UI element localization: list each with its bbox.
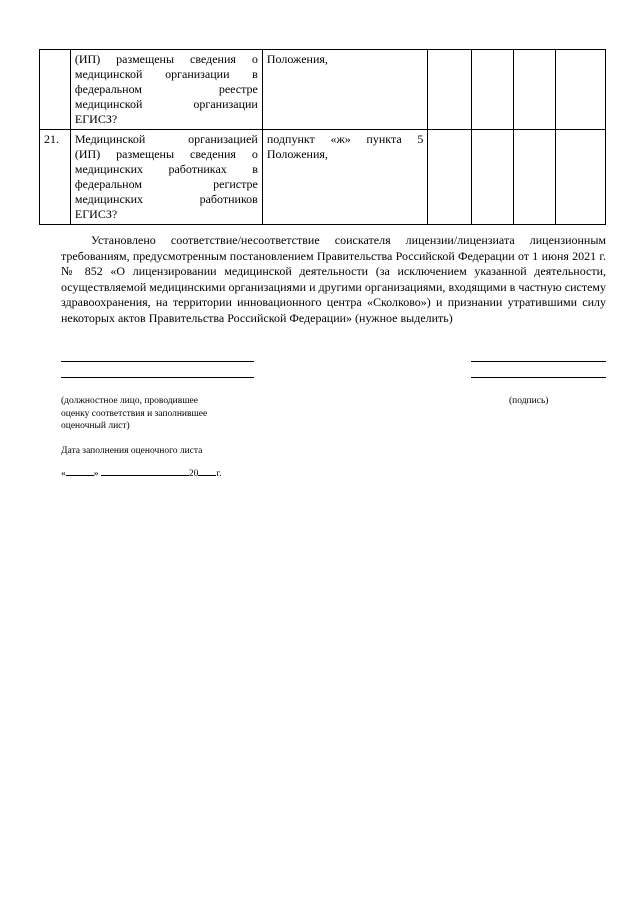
answer-cell xyxy=(428,50,472,130)
question-line: медицинской организации xyxy=(74,97,258,111)
question-line: медицинской организации в xyxy=(74,67,258,81)
question-line: (ИП) размещены сведения о xyxy=(74,52,258,66)
year-suffix: г. xyxy=(216,469,222,479)
signature-line[interactable] xyxy=(471,361,606,362)
reference-line: Положения, xyxy=(266,52,328,66)
day-blank[interactable] xyxy=(66,466,94,476)
table-row xyxy=(40,130,606,225)
answer-cell xyxy=(514,130,556,225)
row-number: 21. xyxy=(40,130,71,225)
official-position-line[interactable] xyxy=(61,361,254,362)
year-blank[interactable] xyxy=(198,466,216,476)
reference-cell xyxy=(262,50,427,130)
question-line: медицинских работников xyxy=(74,192,258,206)
answer-cell xyxy=(514,50,556,130)
question-line: Медицинской организацией xyxy=(74,132,258,146)
fill-date-field xyxy=(61,466,222,480)
answer-cell xyxy=(428,130,472,225)
answer-cell xyxy=(556,50,606,130)
month-blank[interactable] xyxy=(101,466,189,476)
table-row xyxy=(40,50,606,130)
answer-cell xyxy=(472,130,514,225)
reference-line: подпункт «ж» пункта 5 xyxy=(266,132,424,146)
reference-line: Положения, xyxy=(266,147,328,161)
answer-cell xyxy=(556,130,606,225)
question-line: медицинских работниках в xyxy=(74,162,258,176)
row-number xyxy=(40,50,71,130)
question-line: федеральном регистре xyxy=(74,177,258,191)
question-cell xyxy=(70,50,262,130)
year-prefix: 20 xyxy=(188,469,199,479)
official-name-line[interactable] xyxy=(61,377,254,378)
close-quote: » xyxy=(93,469,99,479)
open-quote: « xyxy=(61,469,66,479)
question-line: ЕГИСЗ? xyxy=(74,112,118,126)
answer-cell xyxy=(472,50,514,130)
checklist-table xyxy=(39,49,606,225)
official-caption: (должностное лицо, проводившее оценку соответствия и заполнившее оценочный лист) xyxy=(61,396,208,431)
conclusion-paragraph: Установлено соответствие/несоответствие соискателя лицензии/лицензиата лицензионным требованиям, предусмотренным постановлением Правительства Российской Федерации от 1 июня 2021 г. № 852 «О лицензировании медицинской деятельности (за исключением указанной деятельности, осуществляемой медицинскими организациями и другими организациями, входящими в частную систему здравоохранения, на территории инновационного центра «Сколково») и признании утратившими силу некоторых актов Правительства Российской Федерации» (нужное выделить) xyxy=(61,233,606,325)
fill-date-label: Дата заполнения оценочного листа xyxy=(61,446,203,456)
question-line: (ИП) размещены сведения о xyxy=(74,147,258,161)
question-cell xyxy=(70,130,262,225)
signature-line-2[interactable] xyxy=(471,377,606,378)
reference-cell xyxy=(262,130,427,225)
signature-caption: (подпись) xyxy=(509,396,549,406)
question-line: ЕГИСЗ? xyxy=(74,207,118,221)
question-line: федеральном реестре xyxy=(74,82,258,96)
